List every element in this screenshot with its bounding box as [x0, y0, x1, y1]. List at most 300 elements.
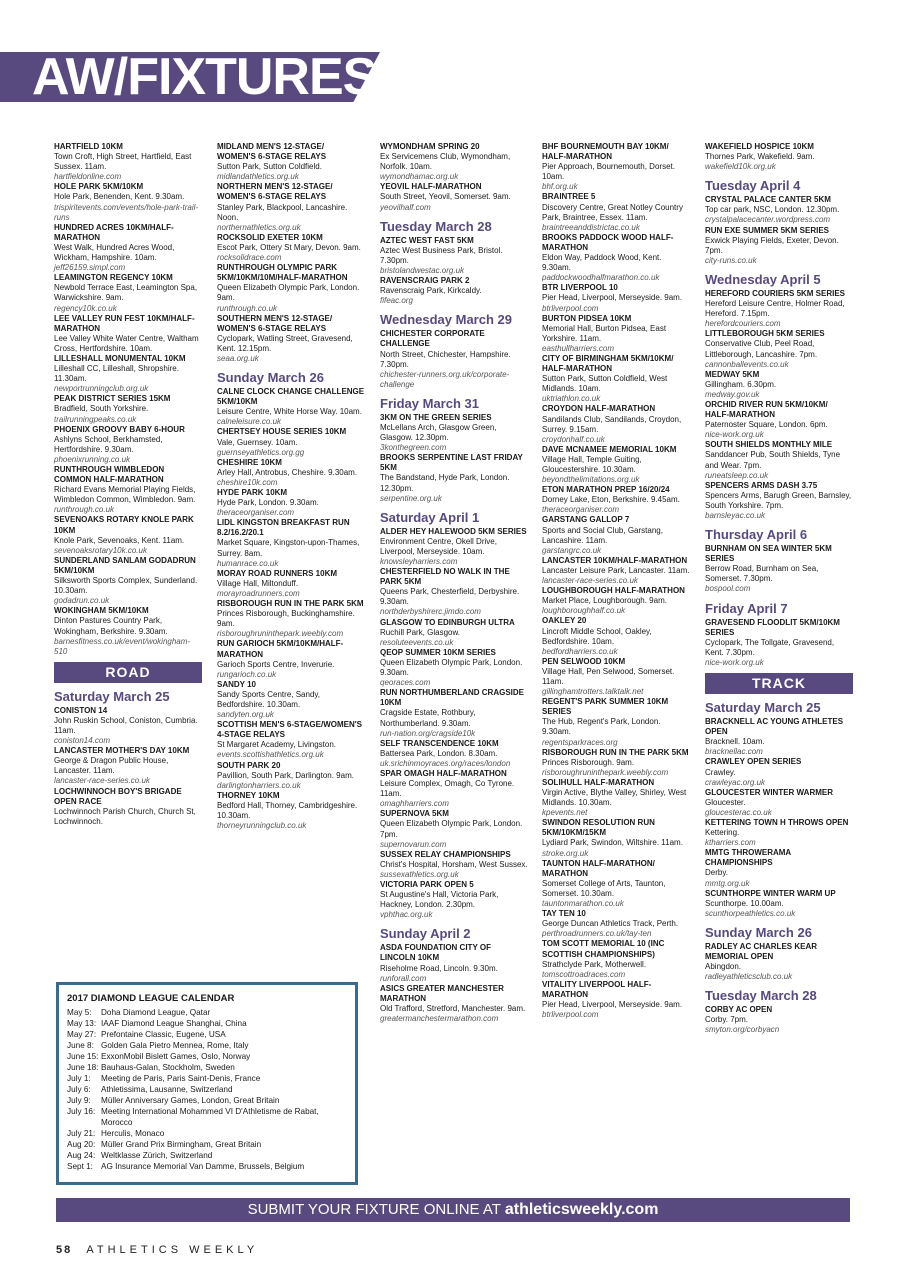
fixture-details: Ex Servicemens Club, Wymondham, Norfolk. 10am.	[380, 152, 511, 172]
fixture-url[interactable]: barnsleyac.co.uk	[705, 511, 766, 520]
fixture-title: CHESTERFIELD NO WALK IN THE PARK 5KM	[380, 567, 510, 587]
fixture-title: DAVE MCNAMEE MEMORIAL 10KM	[542, 444, 677, 454]
fixture-url[interactable]: supernovarun.com	[380, 839, 447, 849]
fixture-item	[705, 195, 853, 225]
magazine-name: ATHLETICS WEEKLY	[86, 1244, 259, 1256]
fixture-title: SUSSEX RELAY CHAMPIONSHIPS	[380, 849, 511, 859]
fixture-details: Riseholme Road, Lincoln. 9.30m.	[380, 963, 498, 973]
fixture-title: RADLEY AC CHARLES KEAR MEMORIAL OPEN	[705, 941, 818, 961]
fixture-title: SELF TRANSCENDENCE 10KM	[380, 738, 499, 748]
column-3	[380, 142, 528, 1024]
fixture-title: ORCHID RIVER RUN 5KM/10KM/ HALF-MARATHON	[705, 399, 828, 420]
fixture-details: Corby. 7pm.	[705, 1015, 748, 1025]
fixture-title: MMTG THROWERAMA CHAMPIONSHIPS	[705, 848, 791, 868]
calendar-event: ExxonMobil Bislett Games, Oslo, Norway	[101, 1052, 251, 1061]
fixture-url[interactable]: kpevents.net	[542, 808, 588, 818]
fixture-item	[542, 233, 690, 283]
fixture-item	[217, 720, 365, 760]
fixture-details: Dinton Pastures Country Park, Wokingham, Berkshire. 9.30am.	[54, 616, 168, 636]
fixture-details: Dorney Lake, Eton, Berkshire. 9.45am.	[542, 495, 680, 505]
fixture-item	[705, 370, 853, 400]
fixture-title: AZTEC WEST FAST 5KM	[380, 235, 474, 245]
fixture-url[interactable]: mmtg.org.uk	[705, 878, 750, 888]
fixture-url[interactable]: stroke.org.uk	[542, 848, 589, 858]
fixture-url[interactable]: resoluteevents.co.uk	[380, 637, 454, 647]
fixture-item	[705, 848, 853, 888]
fixture-title: SOUTHERN MEN'S 12-STAGE/ WOMEN'S 6-STAGE RELAYS	[217, 313, 333, 333]
fixture-url[interactable]: herefordcouriers.com	[705, 319, 781, 329]
fixture-url[interactable]: braintreeanddistrictac.co.uk	[542, 222, 640, 232]
calendar-date: May 13:	[67, 1019, 97, 1028]
fixture-details: Market Place, Loughborough. 9am.	[542, 596, 667, 606]
fixture-url[interactable]: lancaster-race-series.co.uk	[542, 576, 638, 586]
fixture-item	[380, 329, 528, 390]
fixture-url[interactable]: bristolandwestac.org.uk	[380, 265, 465, 275]
fixture-url[interactable]: runforall.com	[380, 973, 427, 983]
fixture-item	[54, 394, 202, 424]
calendar-date: June 15:	[67, 1052, 99, 1061]
fixture-details: Aztec West Business Park, Bristol. 7.30pm.	[380, 245, 503, 265]
fixture-details: West Walk, Hundred Acres Wood, Wickham, Hampshire. 10am.	[54, 242, 175, 263]
fixture-item	[380, 809, 528, 849]
fixture-url[interactable]: hartfieldonline.com	[54, 172, 122, 182]
fixture-title: WYMONDHAM SPRING 20	[380, 142, 480, 151]
fixture-details: North Street, Chichester, Hampshire. 7.30pm.	[380, 349, 511, 369]
fixture-details: The Hub, Regent's Park, London. 9.30am.	[542, 717, 661, 737]
fixture-title: RISBOROUGH RUN IN THE PARK 5KM	[217, 599, 364, 609]
fixture-title: PHOENIX GROOVY BABY 6-HOUR	[54, 424, 185, 434]
fixture-title: HUNDRED ACRES 10KM/HALF-MARATHON	[54, 222, 174, 242]
day-heading: Saturday March 25	[705, 700, 821, 716]
fixture-details: Village Hall, Temple Guiting, Gloucestershire. 10.30am.	[542, 454, 642, 474]
calendar-date: June 18:	[67, 1063, 99, 1072]
page-number: 58	[56, 1244, 73, 1256]
calendar-event: Athletissima, Lausanne, Switzerland	[101, 1085, 233, 1094]
fixture-details: Knole Park, Sevenoaks, Kent. 11am.	[54, 535, 185, 545]
fixture-url[interactable]: bhf.org.uk	[542, 182, 578, 192]
calendar-date: June 8:	[67, 1041, 94, 1050]
fixture-title: CRYSTAL PALACE CANTER 5KM	[705, 195, 831, 205]
fixture-details: Berrow Road, Burnham on Sea, Somerset. 7.30pm.	[705, 564, 819, 584]
fixture-item	[542, 697, 690, 747]
fixture-url[interactable]: risboroughruninthepark.weebly.com	[542, 767, 669, 777]
fixture-url[interactable]: crawleyac.org.uk	[705, 777, 766, 787]
fixture-details: McLellans Arch, Glasgow Green, Glasgow. 12.30pm.	[380, 422, 497, 443]
fixture-url[interactable]: sussexathletics.org.uk	[380, 869, 459, 879]
fixture-details: The Bandstand, Hyde Park, London. 12.30pm.	[380, 473, 510, 493]
fixture-item	[705, 544, 853, 594]
fixture-url[interactable]: seaa.org.uk	[217, 353, 259, 363]
fixture-title: ASICS GREATER MANCHESTER MARATHON	[380, 983, 504, 1003]
fixture-item	[380, 413, 528, 453]
fixture-url[interactable]: lancaster-race-series.co.uk	[54, 776, 150, 786]
fixture-title: SCOTTISH MEN'S 6-STAGE/WOMEN'S 4-STAGE RELAYS	[217, 720, 362, 740]
fixture-url[interactable]: ktharriers.com	[705, 838, 756, 848]
fixture-url[interactable]: darlingtonharriers.co.uk	[217, 780, 301, 790]
fixture-url[interactable]: humanrace.co.uk	[217, 558, 279, 568]
fixture-url[interactable]: city-runs.co.uk	[705, 255, 757, 265]
submit-fixture-banner	[56, 1198, 850, 1222]
fixture-item	[380, 943, 528, 983]
fixture-url[interactable]: newportrunningclub.org.uk	[54, 384, 149, 394]
fixture-details: Lilleshall CC, Lilleshall, Shropshire. 11.30am.	[54, 364, 179, 384]
fixture-title: SOUTH PARK 20	[217, 760, 281, 770]
fixture-item	[542, 616, 690, 656]
fixture-title: SWINDON RESOLUTION RUN 5KM/10KM/15KM	[542, 818, 655, 838]
calendar-row	[67, 1106, 347, 1128]
fixture-url[interactable]: nice-work.org.uk	[705, 430, 764, 440]
track-section-header: TRACK	[705, 673, 853, 694]
fixture-url[interactable]: risboroughruninthepark.weebly.com	[217, 629, 344, 639]
fixture-item	[54, 746, 202, 786]
day-heading: Saturday April 1	[380, 509, 480, 525]
fixture-title: LOUGHBOROUGH HALF-MARATHON	[542, 586, 685, 596]
fixture-item	[380, 453, 528, 503]
day-heading: Sunday March 26	[705, 924, 812, 940]
fixture-url[interactable]: easthullharriers.com	[542, 343, 615, 353]
fixture-title: ROCKSOLID EXETER 10KM	[217, 232, 323, 242]
fixture-url[interactable]: tomscottroadraces.com	[542, 969, 626, 979]
fixture-title: TAY TEN 10	[542, 909, 586, 919]
diamond-league-calendar	[56, 982, 358, 1185]
fixture-url[interactable]: rungarioch.co.uk	[217, 669, 277, 679]
fixture-item	[217, 518, 365, 568]
fixture-title: QEOP SUMMER 10KM SERIES	[380, 647, 496, 657]
fixture-url[interactable]: knowsleyharriers.com	[380, 557, 458, 566]
fixture-url[interactable]: serpentine.org.uk	[380, 493, 442, 503]
calendar-row	[67, 1018, 347, 1029]
fixture-details: Sutton Park, Sutton Coldfield.	[217, 162, 322, 172]
fixture-url[interactable]: bedfordharriers.co.uk	[542, 646, 618, 656]
fixture-url[interactable]: midlandathletics.org.uk	[217, 172, 299, 182]
fixture-item	[54, 465, 202, 515]
fixture-details: Conservative Club, Peel Road, Littleborough, Lancashire. 7pm.	[705, 339, 818, 359]
fixture-item	[380, 142, 528, 182]
fixture-url[interactable]: bracknellac.com	[705, 747, 763, 757]
fixture-item	[54, 223, 202, 273]
fixture-item	[217, 387, 365, 427]
fixture-url[interactable]: runthrough.co.uk	[54, 505, 115, 515]
fixture-url[interactable]: run-nation.org/cragside10k	[380, 728, 476, 738]
fixture-url[interactable]: northderbyshirerc.jimdo.com	[380, 607, 481, 617]
calendar-row	[67, 1040, 347, 1051]
fixture-details: Christ's Hospital, Horsham, West Sussex.	[380, 859, 528, 869]
fixture-title: SCUNTHORPE WINTER WARM UP	[705, 888, 836, 898]
day-heading: Friday March 31	[380, 395, 479, 411]
fixture-details: Richard Evans Memorial Playing Fields, Wimbledon Common, Wimbledon. 9am.	[54, 485, 196, 505]
fixture-details: Crawley.	[705, 767, 736, 777]
fixture-item	[217, 142, 365, 182]
fixture-url[interactable]: bospool.com	[705, 584, 751, 594]
fixture-title: ASDA FOUNDATION CITY OF LINCOLN 10KM	[380, 943, 491, 963]
fixture-url[interactable]: trispiritevents.com/events/hole-park-trail-runs	[54, 202, 199, 222]
calendar-event: Doha Diamond League, Qatar	[101, 1008, 211, 1017]
fixture-title: MORAY ROAD RUNNERS 10KM	[217, 568, 338, 578]
fixture-title: SOLIHULL HALF-MARATHON	[542, 777, 655, 787]
fixture-item	[542, 192, 690, 232]
calendar-event: AG Insurance Memorial Van Damme, Brussels, Belgium	[101, 1162, 305, 1171]
fixture-item	[380, 688, 528, 738]
fixture-title: CONISTON 14	[54, 705, 108, 715]
fixture-details: Lee Valley White Water Centre, Waltham Cross, Hertfordshire. 10am.	[54, 333, 199, 353]
fixture-url[interactable]: cannonballevents.co.uk	[705, 359, 789, 369]
fixture-title: REGENT'S PARK SUMMER 10KM SERIES	[542, 697, 669, 717]
fixture-url[interactable]: guernseyathletics.org.gg	[217, 447, 305, 457]
fixture-title: HOLE PARK 5KM/10KM	[54, 182, 144, 192]
fixture-item	[542, 909, 690, 939]
fixture-url[interactable]: paddockwoodhalfmarathon.co.uk	[542, 273, 660, 283]
fixture-url[interactable]: theraceorganiser.com	[217, 508, 295, 518]
day-heading: Sunday April 2	[380, 926, 471, 942]
fixture-url[interactable]: thorneyrunningclub.co.uk	[217, 821, 307, 831]
fixture-title: KETTERING TOWN H THROWS OPEN	[705, 817, 849, 827]
fixture-item	[705, 226, 853, 266]
fixture-title: BRACKNELL AC YOUNG ATHLETES OPEN	[705, 717, 844, 737]
fixture-url[interactable]: uk.srichinmoyraces.org/races/london	[380, 758, 511, 768]
fixture-url[interactable]: runeatsleep.co.uk	[705, 470, 769, 480]
fixture-url[interactable]: btrliverpool.com	[542, 1010, 599, 1020]
fixture-url[interactable]: barnesfitness.co.uk/event/wokingham-510	[54, 636, 191, 656]
calendar-event: Prefontaine Classic, Eugene, USA	[101, 1030, 226, 1039]
fixture-title: MIDLAND MEN'S 12-STAGE/ WOMEN'S 6-STAGE RELAYS	[217, 142, 327, 162]
fixture-title: OAKLEY 20	[542, 616, 587, 626]
calendar-date: May 27:	[67, 1030, 97, 1039]
fixture-item	[54, 314, 202, 354]
fixture-title: VITALITY LIVERPOOL HALF-MARATHON	[542, 979, 652, 999]
fixture-url[interactable]: nice-work.org.uk	[705, 657, 764, 667]
fixture-url[interactable]: uktriathlon.co.uk	[542, 394, 601, 404]
fixture-url[interactable]: btrliverpool.com	[542, 303, 599, 313]
fixture-item	[380, 739, 528, 769]
fixture-title: HYDE PARK 10KM	[217, 488, 288, 497]
fixture-item	[380, 880, 528, 920]
fixture-url[interactable]: medway.gov.uk	[705, 389, 760, 399]
calendar-row	[67, 1161, 347, 1172]
fixture-details: Gillingham. 6.30pm.	[705, 379, 777, 389]
fixture-url[interactable]: godadrun.co.uk	[54, 596, 110, 606]
calendar-event: IAAF Diamond League Shanghai, China	[101, 1019, 247, 1028]
calendar-event: Golden Gala Pietro Mennea, Rome, Italy	[101, 1041, 249, 1050]
fixture-item	[380, 527, 528, 567]
fixture-title: LIDL KINGSTON BREAKFAST RUN 8.2/16.2/20.1	[217, 518, 350, 538]
fixture-url[interactable]: gillinghamtrotters.talktalk.net	[542, 687, 644, 697]
submit-link[interactable]: athleticsweekly.com	[504, 1201, 659, 1218]
fixture-item	[542, 314, 690, 354]
fixture-url[interactable]: wakefield10k.org.uk	[705, 162, 776, 172]
calendar-date: July 16:	[67, 1107, 96, 1116]
calendar-event: Meeting de Paris, Paris Saint-Denis, France	[101, 1074, 261, 1083]
fixture-item	[380, 276, 528, 306]
fixture-url[interactable]: chichester-runners.org.uk/corporate-challenge	[380, 369, 510, 389]
fixture-details: Battersea Park, London. 8.30am.	[380, 748, 498, 758]
calendar-event: Weltklasse Zürich, Switzerland	[101, 1151, 213, 1160]
fixture-url[interactable]: radleyathleticsclub.co.uk	[705, 972, 793, 982]
calendar-row	[67, 1029, 347, 1040]
fixture-url[interactable]: beyondthelimitations.org.uk	[542, 475, 640, 485]
fixture-url[interactable]: 3konthegreen.com	[380, 443, 447, 453]
fixture-item	[542, 354, 690, 404]
fixture-details: Strathclyde Park, Motherwell.	[542, 959, 647, 969]
fixture-item	[380, 648, 528, 688]
fixture-item	[380, 769, 528, 809]
calendar-date: Aug 24:	[67, 1151, 96, 1160]
fixture-details: Stanley Park, Blackpool, Lancashire. Noon.	[217, 202, 348, 222]
fixture-title: RUNTHROUGH OLYMPIC PARK 5KM/10KM/10M/HALF-MARATHON	[217, 263, 348, 283]
fixture-url[interactable]: morayroadrunners.com	[217, 588, 300, 598]
fixture-details: Somerset College of Arts, Taunton, Somerset. 10.30am.	[542, 878, 666, 898]
fixture-title: SANDY 10	[217, 679, 256, 689]
fixture-item	[705, 757, 853, 787]
calendar-row	[67, 1073, 347, 1084]
fixture-url[interactable]: vphthac.org.uk	[380, 910, 433, 920]
fixture-details: Newbold Terrace East, Leamington Spa, Warwickshire. 9am.	[54, 283, 198, 303]
calendar-date: July 9:	[67, 1096, 91, 1105]
calendar-row	[67, 1051, 347, 1062]
calendar-event: Meeting International Mohammed VI D'Athletisme de Rabat, Morocco	[101, 1107, 319, 1127]
fixture-title: SUNDERLAND SANLAM GODADRUN 5KM/10KM	[54, 555, 196, 575]
calendar-row	[67, 1128, 347, 1139]
fixture-details: Bracknell. 10am.	[705, 737, 765, 747]
fixture-item	[380, 850, 528, 880]
day-heading: Thursday April 6	[705, 527, 808, 543]
fixture-url[interactable]: smyton.org/corbyacn	[705, 1025, 780, 1035]
fixture-url[interactable]: yeovilhalf.com	[380, 202, 431, 212]
fixture-details: Ruchill Park, Glasgow.	[380, 627, 461, 637]
fixture-title: BROOKS PADDOCK WOOD HALF-MARATHON	[542, 232, 674, 252]
calendar-row	[67, 1150, 347, 1161]
fixture-details: Hereford Leisure Centre, Holmer Road, Hereford. 7.15pm.	[705, 299, 845, 319]
fixture-url[interactable]: northernathletics.org.uk	[217, 222, 301, 232]
fixture-details: Scunthorpe. 10.00am.	[705, 898, 784, 908]
fixture-details: Bedford Hall, Thorney, Cambridgeshire. 10.30am.	[217, 800, 358, 820]
fixture-url[interactable]: crystalpalacecanter.wordpress.com	[705, 215, 831, 225]
fixture-item	[542, 404, 690, 444]
day-heading: Tuesday April 4	[705, 178, 801, 194]
fixture-details: George Duncan Athletics Track, Perth.	[542, 919, 679, 929]
fixture-title: CHESHIRE 10KM	[217, 457, 282, 467]
fixture-title: TAUNTON HALF-MARATHON/ MARATHON	[542, 858, 655, 878]
day-heading: Saturday March 25	[54, 688, 170, 704]
fixture-title: SPAR OMAGH HALF-MARATHON	[380, 768, 507, 778]
fixture-item	[705, 717, 853, 757]
fixture-title: LANCASTER 10KM/HALF-MARATHON	[542, 555, 688, 565]
fixture-details: Princes Risborough, Buckinghamshire. 9am.	[217, 609, 355, 629]
fixture-url[interactable]: qeoraces.com	[380, 678, 431, 688]
fixture-title: RUN GARIOCH 5KM/10KM/HALF-MARATHON	[217, 639, 344, 659]
fixture-url[interactable]: calneleisure.co.uk	[217, 417, 282, 427]
fixture-url[interactable]: omaghharriers.com	[380, 799, 449, 809]
fixture-item	[542, 980, 690, 1020]
fixture-item	[217, 569, 365, 599]
fixture-item	[542, 657, 690, 697]
fixture-url[interactable]: fifeac.org	[380, 296, 413, 306]
fixture-item	[54, 273, 202, 313]
fixture-details: Sports and Social Club, Garstang, Lancashire. 11am.	[542, 525, 663, 545]
fixture-item	[217, 458, 365, 488]
fixture-url[interactable]: gloucesterac.co.uk	[705, 807, 772, 817]
fixture-item	[54, 425, 202, 465]
fixture-details: Cyclopark, The Tollgate, Gravesend, Kent. 7.30pm.	[705, 637, 835, 657]
fixture-item	[54, 182, 202, 222]
fixture-details: Derby.	[705, 868, 728, 878]
fixture-details: Abingdon.	[705, 962, 742, 972]
column-2	[217, 142, 365, 831]
fixture-item	[217, 182, 365, 232]
fixture-url[interactable]: trailrunningpeaks.co.uk	[54, 414, 137, 424]
fixture-url[interactable]: jeff26159.simpl.com	[54, 263, 126, 273]
fixture-item	[705, 942, 853, 982]
fixture-item	[542, 778, 690, 818]
day-heading: Wednesday March 29	[380, 312, 512, 328]
fixture-item	[217, 791, 365, 831]
fixture-url[interactable]: wymondhamac.org.uk	[380, 172, 459, 182]
fixture-url[interactable]: cheshire10k.com	[217, 477, 278, 487]
fixture-title: SUPERNOVA 5KM	[380, 809, 449, 819]
page-footer	[56, 1244, 258, 1256]
fixture-url[interactable]: theraceorganiser.com	[542, 505, 620, 515]
fixture-url[interactable]: phoenixrunning.co.uk	[54, 454, 131, 464]
fixture-url[interactable]: events.scottishathletics.org.uk	[217, 750, 324, 760]
fixture-item	[705, 400, 853, 440]
page-title: AW/FIXTURES	[32, 48, 377, 106]
fixture-item	[542, 283, 690, 313]
calendar-date: July 6:	[67, 1085, 91, 1094]
fixture-details: Pier Head, Liverpool, Merseyside. 9am.	[542, 293, 683, 303]
fixture-item	[380, 618, 528, 648]
fixture-item	[705, 788, 853, 818]
fixture-details: Garioch Sports Centre, Inverurie.	[217, 659, 335, 669]
fixture-url[interactable]: regentsparkraces.org	[542, 737, 618, 747]
fixture-url[interactable]: croydonhalf.co.uk	[542, 434, 605, 444]
fixture-details: Vale, Guernsey. 10am.	[217, 437, 298, 447]
fixture-title: MEDWAY 5KM	[705, 369, 760, 379]
fixture-details: Thornes Park, Wakefield. 9am.	[705, 152, 815, 162]
column-5	[705, 142, 853, 1036]
calendar-row	[67, 1139, 347, 1150]
fixture-title: GLOUCESTER WINTER WARMER	[705, 787, 833, 797]
fixture-title: BHF BOURNEMOUTH BAY 10KM/ HALF-MARATHON	[542, 142, 669, 162]
fixture-url[interactable]: sevenoaksrotary10k.co.uk	[54, 545, 147, 555]
fixture-item	[217, 639, 365, 679]
fixture-url[interactable]: regency10k.co.uk	[54, 303, 117, 313]
fixture-item	[217, 427, 365, 457]
fixture-item	[542, 939, 690, 979]
day-heading: Friday April 7	[705, 600, 788, 616]
fixture-details: George & Dragon Public House, Lancaster. 11am.	[54, 756, 169, 776]
fixture-url[interactable]: sandyten.org.uk	[217, 710, 274, 720]
fixture-details: Lincroft Middle School, Oakley, Bedfordshire. 10am.	[542, 626, 652, 646]
fixture-url[interactable]: runthrough.co.uk	[217, 303, 278, 313]
fixture-item	[380, 182, 528, 212]
fixture-url[interactable]: rocksolidrace.com	[217, 253, 282, 263]
fixture-title: RUNTHROUGH WIMBLEDON COMMON HALF-MARATHON	[54, 465, 165, 485]
fixture-url[interactable]: garstangrc.co.uk	[542, 545, 602, 555]
fixture-url[interactable]: perthroadrunners.co.uk/tay-ten	[542, 929, 652, 939]
fixture-title: BTR LIVERPOOL 10	[542, 283, 618, 293]
fixture-item	[542, 556, 690, 586]
fixture-details: Paternoster Square, London. 6pm.	[705, 420, 828, 430]
fixture-url[interactable]: greatermanchestermarathon.com	[380, 1014, 499, 1024]
fixture-url[interactable]: scunthorpeathletics.co.uk	[705, 908, 796, 918]
fixture-item	[54, 354, 202, 394]
fixture-title: YEOVIL HALF-MARATHON	[380, 182, 482, 192]
fixture-title: BURNHAM ON SEA WINTER 5KM SERIES	[705, 544, 832, 564]
fixture-url[interactable]: tauntonmarathon.co.uk	[542, 899, 624, 909]
fixture-url[interactable]: loughboroughhalf.co.uk	[542, 606, 626, 616]
fixture-url[interactable]: coniston14.com	[54, 736, 111, 746]
diamond-league-title: 2017 DIAMOND LEAGUE CALENDAR	[67, 993, 235, 1004]
fixture-details: Village Hall, Pen Selwood, Somerset. 11am.	[542, 666, 675, 686]
